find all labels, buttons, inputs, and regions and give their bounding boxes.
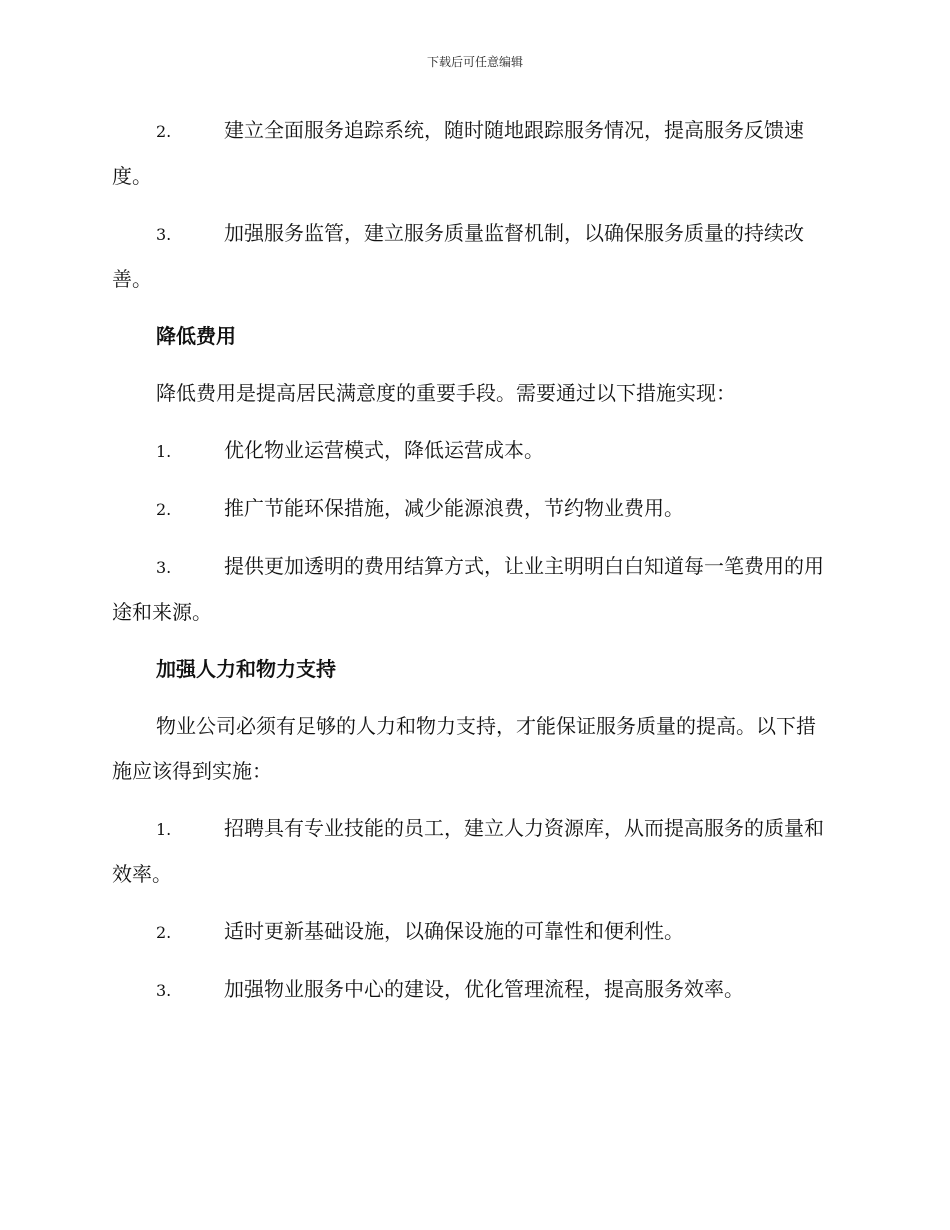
- list-item: [112, 108, 834, 199]
- section-heading: 加强人力和物力支持: [156, 657, 336, 681]
- list-number: 3.: [156, 981, 172, 1000]
- list-item-text: 招聘具有专业技能的员工，建立人力资源库，从而提高服务的质量和效率。: [112, 816, 824, 886]
- list-item-text: 推广节能环保措施，减少能源浪费，节约物业费用。: [224, 496, 684, 520]
- list-item-text: 适时更新基础设施，以确保设施的可靠性和便利性。: [224, 919, 684, 943]
- list-item: [112, 909, 834, 955]
- list-number: 2.: [156, 923, 172, 942]
- list-number: 3.: [156, 558, 172, 577]
- list-item: [112, 806, 834, 897]
- paragraph: 降低费用是提高居民满意度的重要手段。需要通过以下措施实现：: [156, 381, 736, 405]
- list-item-text: 提供更加透明的费用结算方式，让业主明明白白知道每一笔费用的用途和来源。: [112, 554, 824, 624]
- list-item-text: 加强物业服务中心的建设，优化管理流程，提高服务效率。: [224, 977, 744, 1001]
- page-header: 下载后可任意编辑: [426, 55, 523, 69]
- list-number: 1.: [156, 442, 172, 461]
- list-item: [112, 967, 834, 1013]
- list-number: 1.: [156, 820, 172, 839]
- list-item-text: 优化物业运营模式，降低运营成本。: [224, 438, 544, 462]
- list-number: 2.: [156, 500, 172, 519]
- paragraph: 物业公司必须有足够的人力和物力支持，才能保证服务质量的提高。以下措施应该得到实施：: [112, 714, 816, 783]
- list-item: [112, 211, 834, 302]
- list-item: [112, 428, 834, 474]
- list-number: 3.: [156, 225, 172, 244]
- list-item: [112, 544, 834, 635]
- list-item-text: 建立全面服务追踪系统，随时随地跟踪服务情况，提高服务反馈速度。: [112, 118, 804, 188]
- list-number: 2.: [156, 122, 172, 141]
- list-item: [112, 486, 834, 532]
- section-heading: 降低费用: [156, 324, 236, 348]
- document-body: [112, 108, 834, 1025]
- list-item-text: 加强服务监管，建立服务质量监督机制，以确保服务质量的持续改善。: [112, 221, 804, 291]
